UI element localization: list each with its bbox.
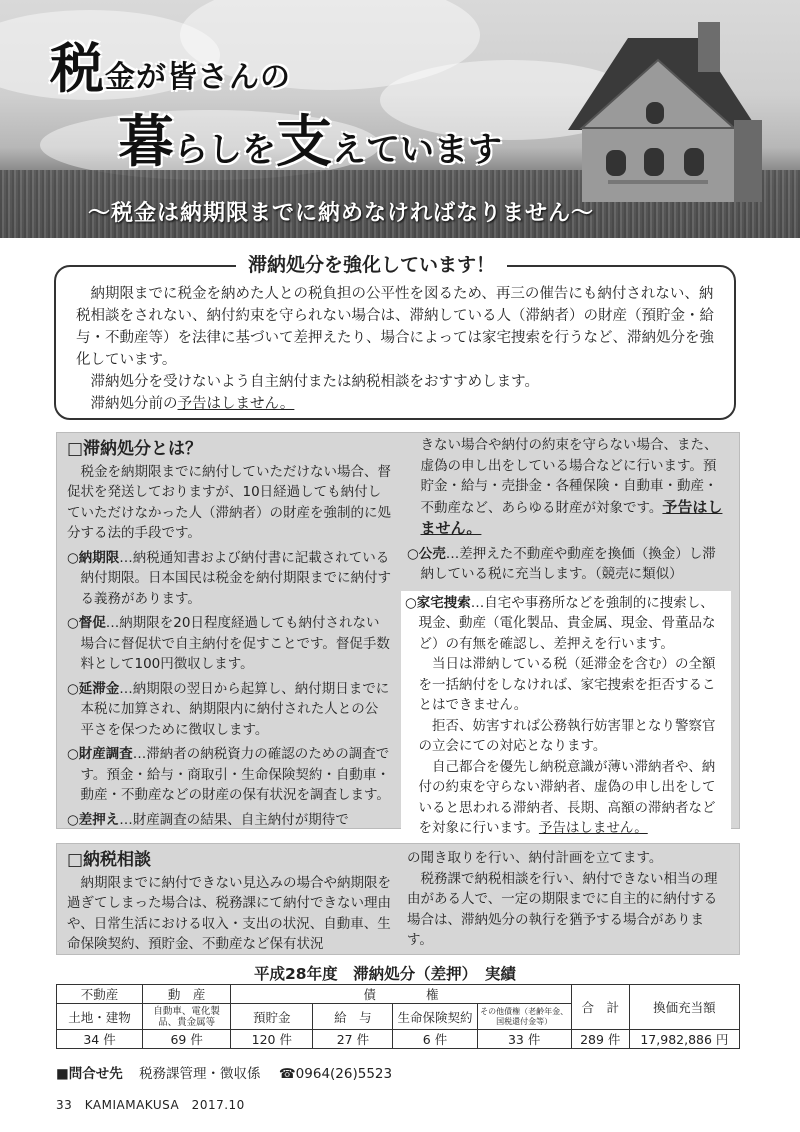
section-intro: 税金を納期限までに納付していただけない場合、督促状を発送しておりますが、10日経過しても納付していただけなかった人（滞納者）の財産を強制的に処分する法的手段です。	[67, 463, 391, 541]
contact-info	[56, 1062, 392, 1082]
notice-paragraph: 滞納処分を受けないよう自主納付または納税相談をおすすめします。	[90, 374, 539, 390]
definition-item: ○家宅捜索…自宅や事務所などを強制的に捜索し、現金、動産（電化製品、貴金属、現金、骨董品など）の有無を確認し、差押えを行います。	[405, 594, 716, 652]
table-cell: 27 件	[313, 1030, 393, 1049]
notice-box	[54, 265, 736, 420]
table-header: 債 権	[231, 985, 571, 1004]
table-header: 合 計	[571, 985, 629, 1030]
contact-label: ■問合せ先	[56, 1066, 123, 1082]
page-footer: 33 KAMIAMAKUSA 2017.10	[56, 1098, 245, 1112]
table-subheader: 自動車、電化製品、貴金属等	[143, 1004, 231, 1030]
definition-item: ○納期限…納税通知書および納付書に記載されている納付期限。日本国民は税金を納付期限までに納付する義務があります。	[67, 549, 391, 607]
hero-banner	[0, 0, 800, 238]
section2-right-column	[407, 848, 729, 951]
house-image	[548, 20, 778, 210]
definition-item: ○財産調査…滞納者の納税資力の確認のための調査です。預金・給与・商取引・生命保険契約・自動車・動産・不動産などの財産の保有状況を調査します。	[67, 746, 390, 803]
notice-title: 滞納処分を強化しています！	[236, 250, 507, 277]
contact-dept: 税務課管理・徴収係	[139, 1066, 261, 1082]
results-table	[56, 984, 740, 1049]
definition-continuation: きない場合や納付の約束を守らない場合、また、虚偽の申し出をしている場合などに行います。預貯金・給与・売掛金・各種保険・自動車・動産・不動産など、あらゆる財産が対象です。予告はしません。	[420, 437, 723, 537]
table-subheader: その他債権（老齢年金、国税還付金等）	[477, 1004, 571, 1030]
table-header-row	[57, 985, 740, 1004]
table-subheader: 生命保険契約	[393, 1004, 477, 1030]
table-cell: 69 件	[143, 1030, 231, 1049]
table-subheader: 土地・建物	[57, 1004, 143, 1030]
table-cell: 6 件	[393, 1030, 477, 1049]
section-title: □納税相談	[67, 850, 152, 870]
search-paragraph: 拒否、妨害すれば公務執行妨害罪となり警察官の立会にての対応となります。	[418, 717, 716, 754]
definition-item: ○公売…差押えた不動産や動産を換価（換金）し滞納している税に充当します。（競売に類似）	[407, 545, 716, 582]
table-cell: 17,982,886 円	[629, 1030, 739, 1049]
table-cell: 34 件	[57, 1030, 143, 1049]
notice-paragraph: 納期限までに税金を納めた人との税負担の公平性を図るため、再三の催告にも納付されない、納税相談をされない、納付約束を守られない場合は、滞納している人（滞納者）の財産（預貯金・給与・不動産等）を法律に基づいて差押えたり、場合によっては家宅捜索を行うなど、滞納処分を強化しています。	[76, 286, 714, 368]
contact-phone: ☎0964(26)5523	[278, 1066, 393, 1082]
table-cell: 289 件	[571, 1030, 629, 1049]
section1-left-column	[67, 439, 391, 830]
section-nouzei-soudan	[56, 843, 740, 955]
section1-right-column	[407, 435, 729, 841]
section-title: □滞納処分とは？	[67, 439, 203, 459]
section-text: 納期限までに納付できない見込みの場合や納期限を過ぎてしまった場合は、税務課にて納付できない理由や、日常生活における収入・支出の状況、自動車、生命保険契約、預貯金、不動産など保有状況	[67, 874, 391, 952]
table-header: 換価充当額	[629, 985, 739, 1030]
table-header: 動 産	[143, 985, 231, 1004]
section-text: の聞き取りを行い、納付計画を立てます。	[407, 850, 663, 866]
definition-item: ○督促…納期限を20日程度経過しても納付されない場合に督促状で自主納付を促すことです。督促手数料として100円徴収します。	[67, 615, 390, 672]
definition-item: ○差押え…財産調査の結果、自主納付が期待で	[67, 811, 349, 828]
table-cell: 120 件	[231, 1030, 313, 1049]
hero-title-line2: 暮らしを支えています	[118, 110, 502, 175]
search-paragraph: 当日は滞納している税（延滞金を含む）の全額を一括納付をしなければ、家宅捜索を拒否することはできません。	[418, 656, 716, 713]
table-row	[57, 1030, 740, 1049]
section2-left-column	[67, 850, 391, 955]
table-header: 不動産	[57, 985, 143, 1004]
table-title: 平成28年度 滞納処分（差押） 実績	[254, 965, 516, 983]
hero-title-line1: 税金が皆さんの	[50, 37, 291, 100]
hero-subtitle: 〜税金は納期限までに納めなければなりません〜	[88, 201, 595, 226]
section-text: 税務課で納税相談を行い、納付できない相当の理由がある人で、一定の期限までに自主的に納付する場合は、滞納処分の執行を猶予する場合があります。	[407, 870, 718, 948]
table-subheader: 預貯金	[231, 1004, 313, 1030]
table-subheader: 給 与	[313, 1004, 393, 1030]
search-paragraph: 自己都合を優先し納税意識が薄い滞納者や、納付の約束を守らない滞納者、虚偽の申し出をしていると思われる滞納者、長期、高額の滞納者などを対象に行います。予告はしません。	[418, 758, 716, 836]
table-cell: 33 件	[477, 1030, 571, 1049]
house-search-box	[401, 591, 731, 841]
section-tainou-shobun	[56, 432, 740, 836]
notice-paragraph: 滞納処分前の予告はしません。	[90, 396, 295, 412]
definition-item: ○延滞金…納期限の翌日から起算し、納付期日までに本税に加算され、納期限内に納付された人との公平さを保つために徴収します。	[67, 680, 390, 738]
